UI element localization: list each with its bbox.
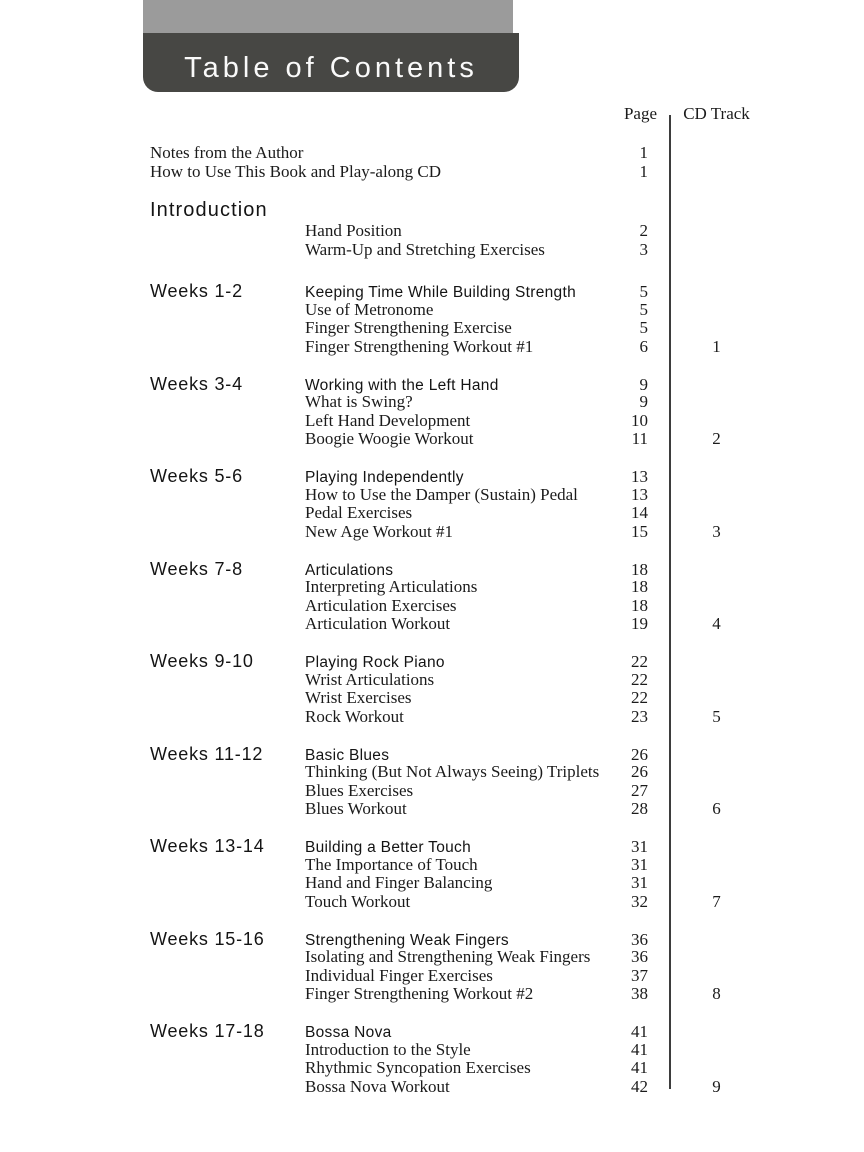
- page-number: 18: [631, 577, 648, 596]
- item-title: Playing Rock Piano: [305, 654, 445, 671]
- section-heading: Weeks 5-6: [150, 466, 243, 486]
- page-number: 31: [631, 837, 648, 856]
- item-title: Articulation Workout: [305, 614, 451, 633]
- toc-row: [150, 199, 764, 222]
- item-title: Rock Workout: [305, 706, 404, 726]
- page-number: 22: [631, 669, 648, 689]
- toc-rows: [150, 144, 764, 1096]
- item-title: Boogie Woogie Workout: [305, 429, 474, 448]
- front-matter: [150, 144, 764, 181]
- item-title: Keeping Time While Building Strength: [305, 284, 576, 301]
- toc-row: [150, 1078, 764, 1097]
- toc-section: [150, 930, 764, 1004]
- section-heading: Weeks 11-12: [150, 743, 264, 764]
- section-heading: Weeks 15-16: [150, 928, 265, 949]
- toc-row: [150, 597, 764, 616]
- page-number: 5: [639, 282, 648, 301]
- toc-row: [150, 874, 764, 893]
- page-number: 37: [631, 965, 648, 985]
- item-title: The Importance of Touch: [305, 854, 478, 874]
- page-number: 6: [639, 336, 648, 356]
- toc-row: [150, 671, 764, 690]
- page-number: 32: [631, 891, 648, 911]
- item-title: Thinking (But Not Always Seeing) Triplets: [305, 762, 600, 781]
- section-heading: Introduction: [150, 199, 268, 221]
- toc-row: [150, 222, 764, 241]
- toc-row: [150, 430, 764, 449]
- item-title: Interpreting Articulations: [305, 577, 478, 596]
- page-number: 2: [639, 221, 648, 240]
- toc-section: [150, 282, 764, 356]
- toc-section: [150, 1022, 764, 1096]
- toc-row: [150, 504, 764, 523]
- page-number: 18: [631, 595, 648, 615]
- item-title: Building a Better Touch: [305, 839, 472, 856]
- page-number: 5: [639, 318, 648, 337]
- toc-row: [150, 985, 764, 1004]
- page-number: 13: [631, 484, 648, 504]
- cd-track-number: 9: [712, 1076, 721, 1096]
- toc-row: [150, 967, 764, 986]
- toc-row: [150, 745, 764, 764]
- toc-row: [150, 338, 764, 357]
- item-title: Individual Finger Exercises: [305, 965, 493, 985]
- page-number: 13: [631, 467, 648, 486]
- toc-row: [150, 782, 764, 801]
- item-title: Strengthening Weak Fingers: [305, 931, 509, 949]
- page-number: 22: [631, 688, 648, 707]
- section-heading: Weeks 13-14: [150, 836, 265, 856]
- toc-row: [150, 393, 764, 412]
- item-title: Touch Workout: [305, 891, 411, 911]
- toc-row: [150, 241, 764, 260]
- page-number: 26: [631, 762, 648, 781]
- section-heading: Weeks 3-4: [150, 373, 243, 394]
- page-number: 28: [631, 799, 648, 818]
- item-title: Playing Independently: [305, 469, 464, 486]
- page-title-box: [143, 33, 519, 92]
- toc-section: [150, 652, 764, 726]
- item-title: Articulation Exercises: [305, 595, 457, 615]
- toc-row: [150, 467, 764, 486]
- item-title: Working with the Left Hand: [305, 376, 499, 394]
- item-title: Pedal Exercises: [305, 503, 413, 522]
- item-title: What is Swing?: [305, 392, 413, 411]
- toc-section: [150, 560, 764, 634]
- toc-row: [150, 837, 764, 856]
- item-title: Wrist Exercises: [305, 688, 412, 707]
- item-title: Left Hand Development: [305, 410, 471, 430]
- cd-track-number: 8: [712, 984, 721, 1003]
- item-title: Basic Blues: [305, 746, 390, 764]
- item-title: Hand Position: [305, 221, 402, 240]
- page-number: 41: [631, 1039, 648, 1059]
- item-title: How to Use the Damper (Sustain) Pedal: [305, 484, 578, 504]
- toc-row: [150, 319, 764, 338]
- toc-section: [150, 467, 764, 541]
- page-number: 31: [631, 854, 648, 874]
- page-number: 9: [639, 374, 648, 394]
- item-title: Articulations: [305, 561, 394, 579]
- cd-track-number: 2: [712, 429, 721, 448]
- page-number: 1: [639, 143, 648, 162]
- toc-row: [150, 523, 764, 542]
- toc-row: [150, 893, 764, 912]
- column-headers: [150, 104, 764, 124]
- page-number: 11: [631, 429, 648, 448]
- toc-section: [150, 837, 764, 911]
- toc-row: [150, 1022, 764, 1041]
- toc-row: [150, 375, 764, 394]
- page-number: 15: [631, 521, 648, 541]
- toc-row: [150, 282, 764, 301]
- page-number: 1: [639, 161, 648, 181]
- page-number: 19: [631, 614, 648, 633]
- toc-row: [150, 708, 764, 727]
- item-title: Finger Strengthening Workout #1: [305, 336, 534, 356]
- toc-section: [150, 745, 764, 819]
- cd-track-number: 3: [712, 521, 721, 541]
- item-title: Finger Strengthening Exercise: [305, 318, 512, 337]
- toc-body: [150, 104, 764, 1096]
- page-title: Table of Contents: [184, 52, 478, 84]
- toc-section: [150, 375, 764, 449]
- section-heading: Weeks 9-10: [150, 651, 254, 671]
- toc-row: [150, 486, 764, 505]
- toc-row: [150, 856, 764, 875]
- page-number: 41: [631, 1058, 648, 1077]
- page-number: 41: [631, 1022, 648, 1041]
- cd-track-number: 7: [712, 891, 721, 911]
- item-title: Use of Metronome: [305, 299, 434, 319]
- page-number: 22: [631, 652, 648, 671]
- page-number: 9: [639, 392, 648, 411]
- cd-track-number: 4: [712, 614, 721, 633]
- page-number: 3: [639, 239, 648, 259]
- item-title: Bossa Nova Workout: [305, 1076, 450, 1096]
- toc-row: [150, 1041, 764, 1060]
- toc-row: [150, 301, 764, 320]
- page-number: 5: [639, 299, 648, 319]
- item-title: Finger Strengthening Workout #2: [305, 984, 534, 1003]
- column-header-page: Page: [623, 104, 657, 123]
- page-number: 10: [631, 410, 648, 430]
- toc-row: [150, 560, 764, 579]
- item-title: Introduction to the Style: [305, 1039, 471, 1059]
- item-title: Bossa Nova: [305, 1024, 392, 1041]
- page-number: 27: [631, 780, 648, 800]
- banner: [143, 0, 519, 92]
- page-number: 18: [631, 559, 648, 579]
- section-heading: Weeks 7-8: [150, 558, 243, 579]
- toc-row: [150, 144, 764, 163]
- column-header-cd-track: CD Track: [683, 104, 750, 123]
- toc-row: [150, 578, 764, 597]
- item-title: Hand and Finger Balancing: [305, 873, 493, 892]
- item-title: Rhythmic Syncopation Exercises: [305, 1058, 531, 1077]
- item-title: Warm-Up and Stretching Exercises: [305, 239, 545, 259]
- front-matter-title: How to Use This Book and Play-along CD: [150, 161, 442, 181]
- toc-row: [150, 800, 764, 819]
- page-number: 38: [631, 984, 648, 1003]
- item-title: Isolating and Strengthening Weak Fingers: [305, 947, 591, 966]
- page-number: 42: [631, 1076, 648, 1096]
- item-title: Wrist Articulations: [305, 669, 435, 689]
- cd-track-number: 5: [712, 706, 721, 726]
- section-heading: Weeks 17-18: [150, 1021, 265, 1041]
- page-number: 23: [631, 706, 648, 726]
- front-matter-title: Notes from the Author: [150, 143, 304, 162]
- toc-row: [150, 615, 764, 634]
- toc-row: [150, 689, 764, 708]
- toc-section: [150, 199, 764, 259]
- item-title: Blues Workout: [305, 799, 407, 818]
- toc-row: [150, 930, 764, 949]
- toc-row: [150, 412, 764, 431]
- item-title: Blues Exercises: [305, 780, 414, 800]
- toc-row: [150, 763, 764, 782]
- toc-row: [150, 652, 764, 671]
- banner-top-strip: [143, 0, 513, 33]
- toc-row: [150, 1059, 764, 1078]
- toc-row: [150, 163, 764, 182]
- page-number: 36: [631, 929, 648, 949]
- page-number: 14: [631, 503, 648, 522]
- page-number: 31: [631, 873, 648, 892]
- cd-track-number: 1: [712, 336, 721, 356]
- section-heading: Weeks 1-2: [150, 281, 243, 301]
- toc-row: [150, 948, 764, 967]
- page-number: 26: [631, 744, 648, 764]
- item-title: New Age Workout #1: [305, 521, 453, 541]
- page-number: 36: [631, 947, 648, 966]
- cd-track-number: 6: [712, 799, 721, 818]
